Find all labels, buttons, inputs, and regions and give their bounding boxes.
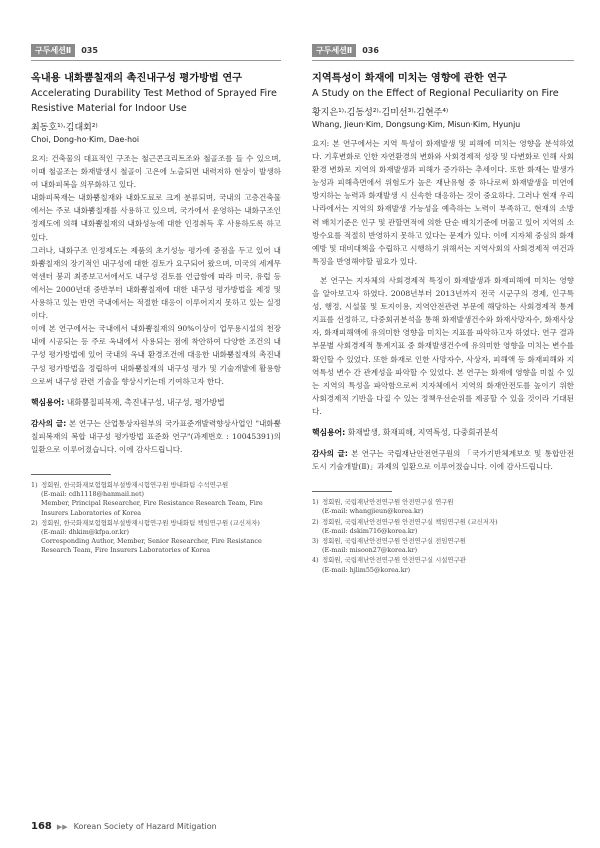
abstract-paragraph: 본 연구는 지자체의 사회경제적 특징이 화재발생과 화재피해에 미치는 영향을 알아보고자 하였다. 2008년부터 2013년까지 전국 시군구의 경제, 인구특성, 행정, 시설물 및 토지이용, 지역안전관련 부문에 해당하는 사회경제적 통계지표를 선정하고, 다중회귀분석을 통해 화재발생건수와 화재사망자수, 화재사상자, 화재피해액에 유의미한 영향을 미치는 지표를 파악하고자 하였다. 연구 결과 부문별 사회경제적 통계지표 중 화재발생건수에 유의미한 영향을 미치는 변수를 확인할 수 있었다. 또한 화재로 인한 사망자수, 사상자, 피해액 등 화재피해와 지역특성 변수 간 관계성을 파악할 수 있었다. 본 연구는 화재에 영향을 미칠 수 있는 지역의 특성을 파악함으로써 지자체에서 지역의 화재안전도를 높이기 위한 사회경제적 기반을 다질 수 있는 정책우선순위를 제공할 수 있을 것이라 기대된다. <box>312 275 574 416</box>
ack-label: 감사의 글: <box>31 418 67 428</box>
session-number: 035 <box>81 46 98 55</box>
header-rule <box>31 60 281 61</box>
page-footer <box>31 821 217 832</box>
authors-korean: 최동호¹⁾·김대회²⁾ <box>31 123 98 133</box>
keywords-label: 핵심용어: <box>31 397 65 407</box>
acknowledgement <box>312 447 574 473</box>
acknowledgement <box>31 417 281 456</box>
title-korean: 옥내용 내화뿜칠재의 촉진내구성 평가방법 연구 <box>31 73 243 84</box>
session-tag: 구두세션Ⅱ <box>31 44 75 57</box>
keywords-text: 내화뿜칠피복재, 촉진내구성, 내구성, 평가방법 <box>66 397 225 407</box>
session-tag: 구두세션Ⅱ <box>312 44 356 57</box>
authors-korean: 황지은¹⁾·김동성²⁾·김미선³⁾·김현주⁴⁾ <box>312 108 449 118</box>
right-article <box>312 46 574 576</box>
authors-english: Choi, Dong-ho·Kim, Dae-hoi <box>31 135 140 144</box>
abstract-paragraph: 이에 본 연구에서는 국내에서 내화뿜칠재의 90%이상이 업무용시설의 천장내에 시공되는 등 주로 옥내에서 사용되는 점에 착안하여 다양한 조건의 내구성 평가방법에 있어 국내의 옥내 환경조건에 대응한 내화뿜칠재의 촉진내구성 평가방법을 정립하여 내화뿜칠재의 내구성 평가 및 기술개발에 활용함으로써 내구성 관련 기술을 향상시키는데 기여하고자 한다. <box>31 324 281 386</box>
keywords-text: 화재발생, 화재피해, 지역특성, 다중회귀분석 <box>347 427 499 437</box>
page-number: 168 <box>31 821 52 832</box>
footnote: 1) 정회원, 한국화재보험협회부설방재시험연구원 방내화팀 수석연구원 (E-mail: cdh1118@hanmail.net) Member, Principal Researcher, Fire Resistance Research Team, Fire Insurers Laboratories of Korea <box>31 480 263 517</box>
footnote: 1) 정회원, 국립재난안전연구원 안전연구실 연구원 (E-mail: whangjieun@korea.kr) <box>312 498 454 516</box>
keywords <box>31 397 281 408</box>
footnote-rule <box>312 491 392 492</box>
abstract-body <box>312 137 574 418</box>
footnote: 4) 정회원, 국립재난안전연구원 안전연구실 시설연구관 (E-mail: hjlim55@korea.kr) <box>312 556 466 574</box>
authors-english: Whang, Jieun·Kim, Dongsung·Kim, Misun·Kim, Hyunju <box>312 120 521 129</box>
session-header <box>312 43 574 58</box>
title-korean: 지역특성이 화재에 미치는 영향에 관한 연구 <box>312 73 507 84</box>
session-header <box>31 43 281 58</box>
footnote-rule <box>31 474 111 475</box>
ack-text: 본 연구는 국립재난안전연구원의 「국가기반체계보호 및 통합안전도시 기술개발(Ⅱ)」과제의 일환으로 이루어졌습니다. 이에 감사드립니다. <box>312 448 574 472</box>
journal-name: Korean Society of Hazard Mitigation <box>73 822 217 831</box>
title-english: A Study on the Effect of Regional Peculiarity on Fire <box>312 88 559 99</box>
footnotes <box>312 498 574 575</box>
footnote: 2) 정회원, 국립재난안전연구원 안전연구실 책임연구원 (교신저자) (E-mail: dskim716@korea.kr) <box>312 517 498 535</box>
abstract-paragraph: 요지: 본 연구에서는 지역 특성이 화재발생 및 피해에 미치는 영향을 분석하였다. 기후변화로 인한 자연환경의 변화와 사회경제적 성장 및 다변화로 인해 사회환경 변화로 지역의 화재발생과 피해가 증가하는 추세이다. 또한 화재는 발생가능성과 피해측면에서 위험도가 높은 재난유형 중 하나로써 화재발생을 미연에 방지하는 능력과 화재발생 시 신속한 대응하는 것이 중요하다. 그러나 현재 우리나라에서는 지역의 화재발생 가능성을 예측하는 노력이 부족하고, 현재의 소방력 배치기준은 인구 및 관할면적에 의한 단순 배치기준에 머물고 있어 지역의 소방수요를 적절히 반영하지 못하고 있다는 문제가 있다. 이에 지자체 중심의 화재예방 및 대비대책을 수립하고 시행하기 위해서는 지역사회의 사회경제적 여건과 특징을 반영해야할 필요가 있다. <box>312 139 574 266</box>
header-rule <box>312 60 574 61</box>
abstract-paragraph: 그러나, 내화구조 인정제도는 제품의 초기성능 평가에 중점을 두고 있어 내화뿜칠재의 장기적인 내구성에 대한 검토가 요구되어 왔으며, 미국의 세계무역센터 붕괴 최종보고서에서도 내구성 검토를 언급함에 따라 미국, 유럽 등에서는 2000년대 중반부터 내화뿜칠재에 대한 내구성 평가방법을 제정 및 사용하고 있는 반면 국내에서는 적절한 대응이 이루어지지 못하고 있는 실정이다. <box>31 245 281 321</box>
footnote: 3) 정회원, 국립재난안전연구원 안전연구실 전임연구원 (E-mail: misoon27@korea.kr) <box>312 536 466 555</box>
abstract-body <box>31 152 281 388</box>
title-english: Accelerating Durability Test Method of Sprayed Fire Resistive Material for Indoor Use <box>31 88 277 114</box>
abstract-paragraph: 내화피복재는 내화뿜칠재와 내화도료로 크게 분류되며, 국내의 고층건축물에서는 주로 내화뿜칠재를 사용하고 있으며, 국가에서 운영하는 내화구조인정제도에 의해 내화뿜칠재의 내화성능에 대한 인정취득 후 사용하도록 하고 있다. <box>31 193 281 242</box>
keywords <box>312 427 574 438</box>
keywords-label: 핵심용어: <box>312 427 346 437</box>
ack-label: 감사의 글: <box>312 448 348 458</box>
ack-text: 본 연구는 산업통상자원부의 국가표준개발력향상사업인 "내화뿜칠피복재의 복합 내구성 평가방법 표준화 연구"(과제번호 : 10045391)의 일환으로 이루어졌습니다. 이에 감사드립니다. <box>31 418 281 454</box>
footnote: 2) 정회원, 한국화재보험협회부설방재시험연구원 방내화팀 책임연구원 (교신저자) (E-mail: dhkim@kfpa.or.kr) Corresponding Author, Member, Senior Researcher, Fire Resistance Research Team, Fire Insurers Laboratories of Korea <box>31 518 262 555</box>
session-number: 036 <box>362 46 379 55</box>
abstract-paragraph: 요지: 건축물의 대표적인 구조는 철근콘크리트조와 철골조를 들 수 있으며, 이때 철골조는 화재발생시 철골이 고온에 노출되면 내력저하 현상이 발생하여 내화피복을 의무화하고 있다. <box>31 154 281 190</box>
left-article <box>31 46 281 557</box>
double-arrow-icon: ▶▶ <box>56 822 68 831</box>
footnotes <box>31 481 281 556</box>
